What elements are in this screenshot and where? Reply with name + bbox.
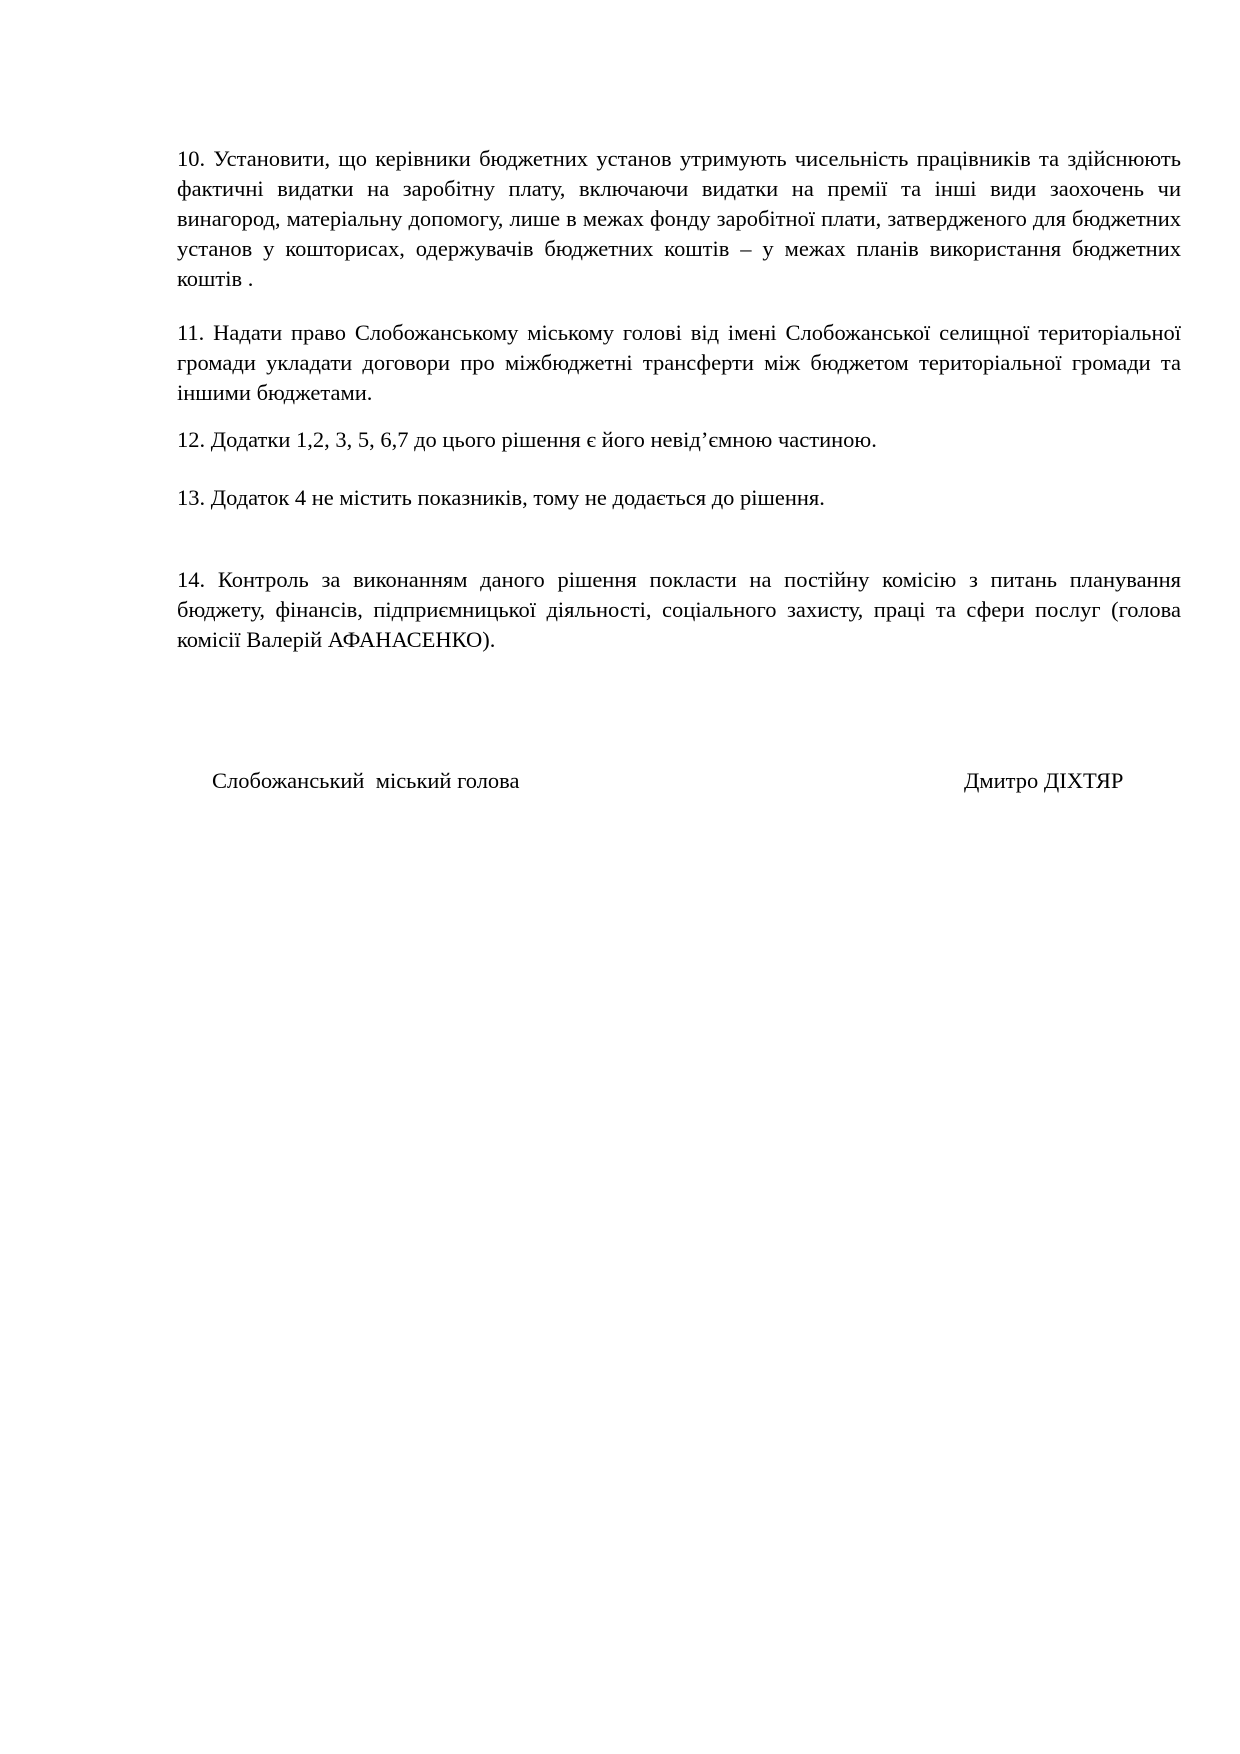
paragraph-11: 11. Надати право Слобожанському міському голові від імені Слобожанської селищної територіальної громади укладати договори про міжбюджетні трансферти між бюджетом територіальної громади та іншими бюджетами. — [177, 320, 1181, 405]
paragraph-12: 12. Додатки 1,2, 3, 5, 6,7 до цього рішення є його невід’ємною частиною. — [177, 427, 877, 452]
paragraph-10: 10. Установити, що керівники бюджетних установ утримують чисельність працівників та здійснюють фактичні видатки на заробітну плату, включаючи видатки на премії та інші види заохочень чи винагород, матеріальну допомогу, лише в межах фонду заробітної плати, затвердженого для бюджетних установ у кошторисах, одержувачів бюджетних коштів – у межах планів використання бюджетних коштів . — [177, 146, 1181, 291]
paragraph-14: 14. Контроль за виконанням даного рішення покласти на постійну комісію з питань планування бюджету, фінансів, підприємницької діяльності, соціального захисту, праці та сфери послуг (голова комісії Валерій АФАНАСЕНКО). — [177, 567, 1181, 652]
signature-position: Слобожанський міський голова — [212, 768, 520, 793]
paragraph-13: 13. Додаток 4 не містить показників, тому не додається до рішення. — [177, 485, 825, 510]
signature-name: Дмитро ДІХТЯР — [964, 768, 1124, 793]
